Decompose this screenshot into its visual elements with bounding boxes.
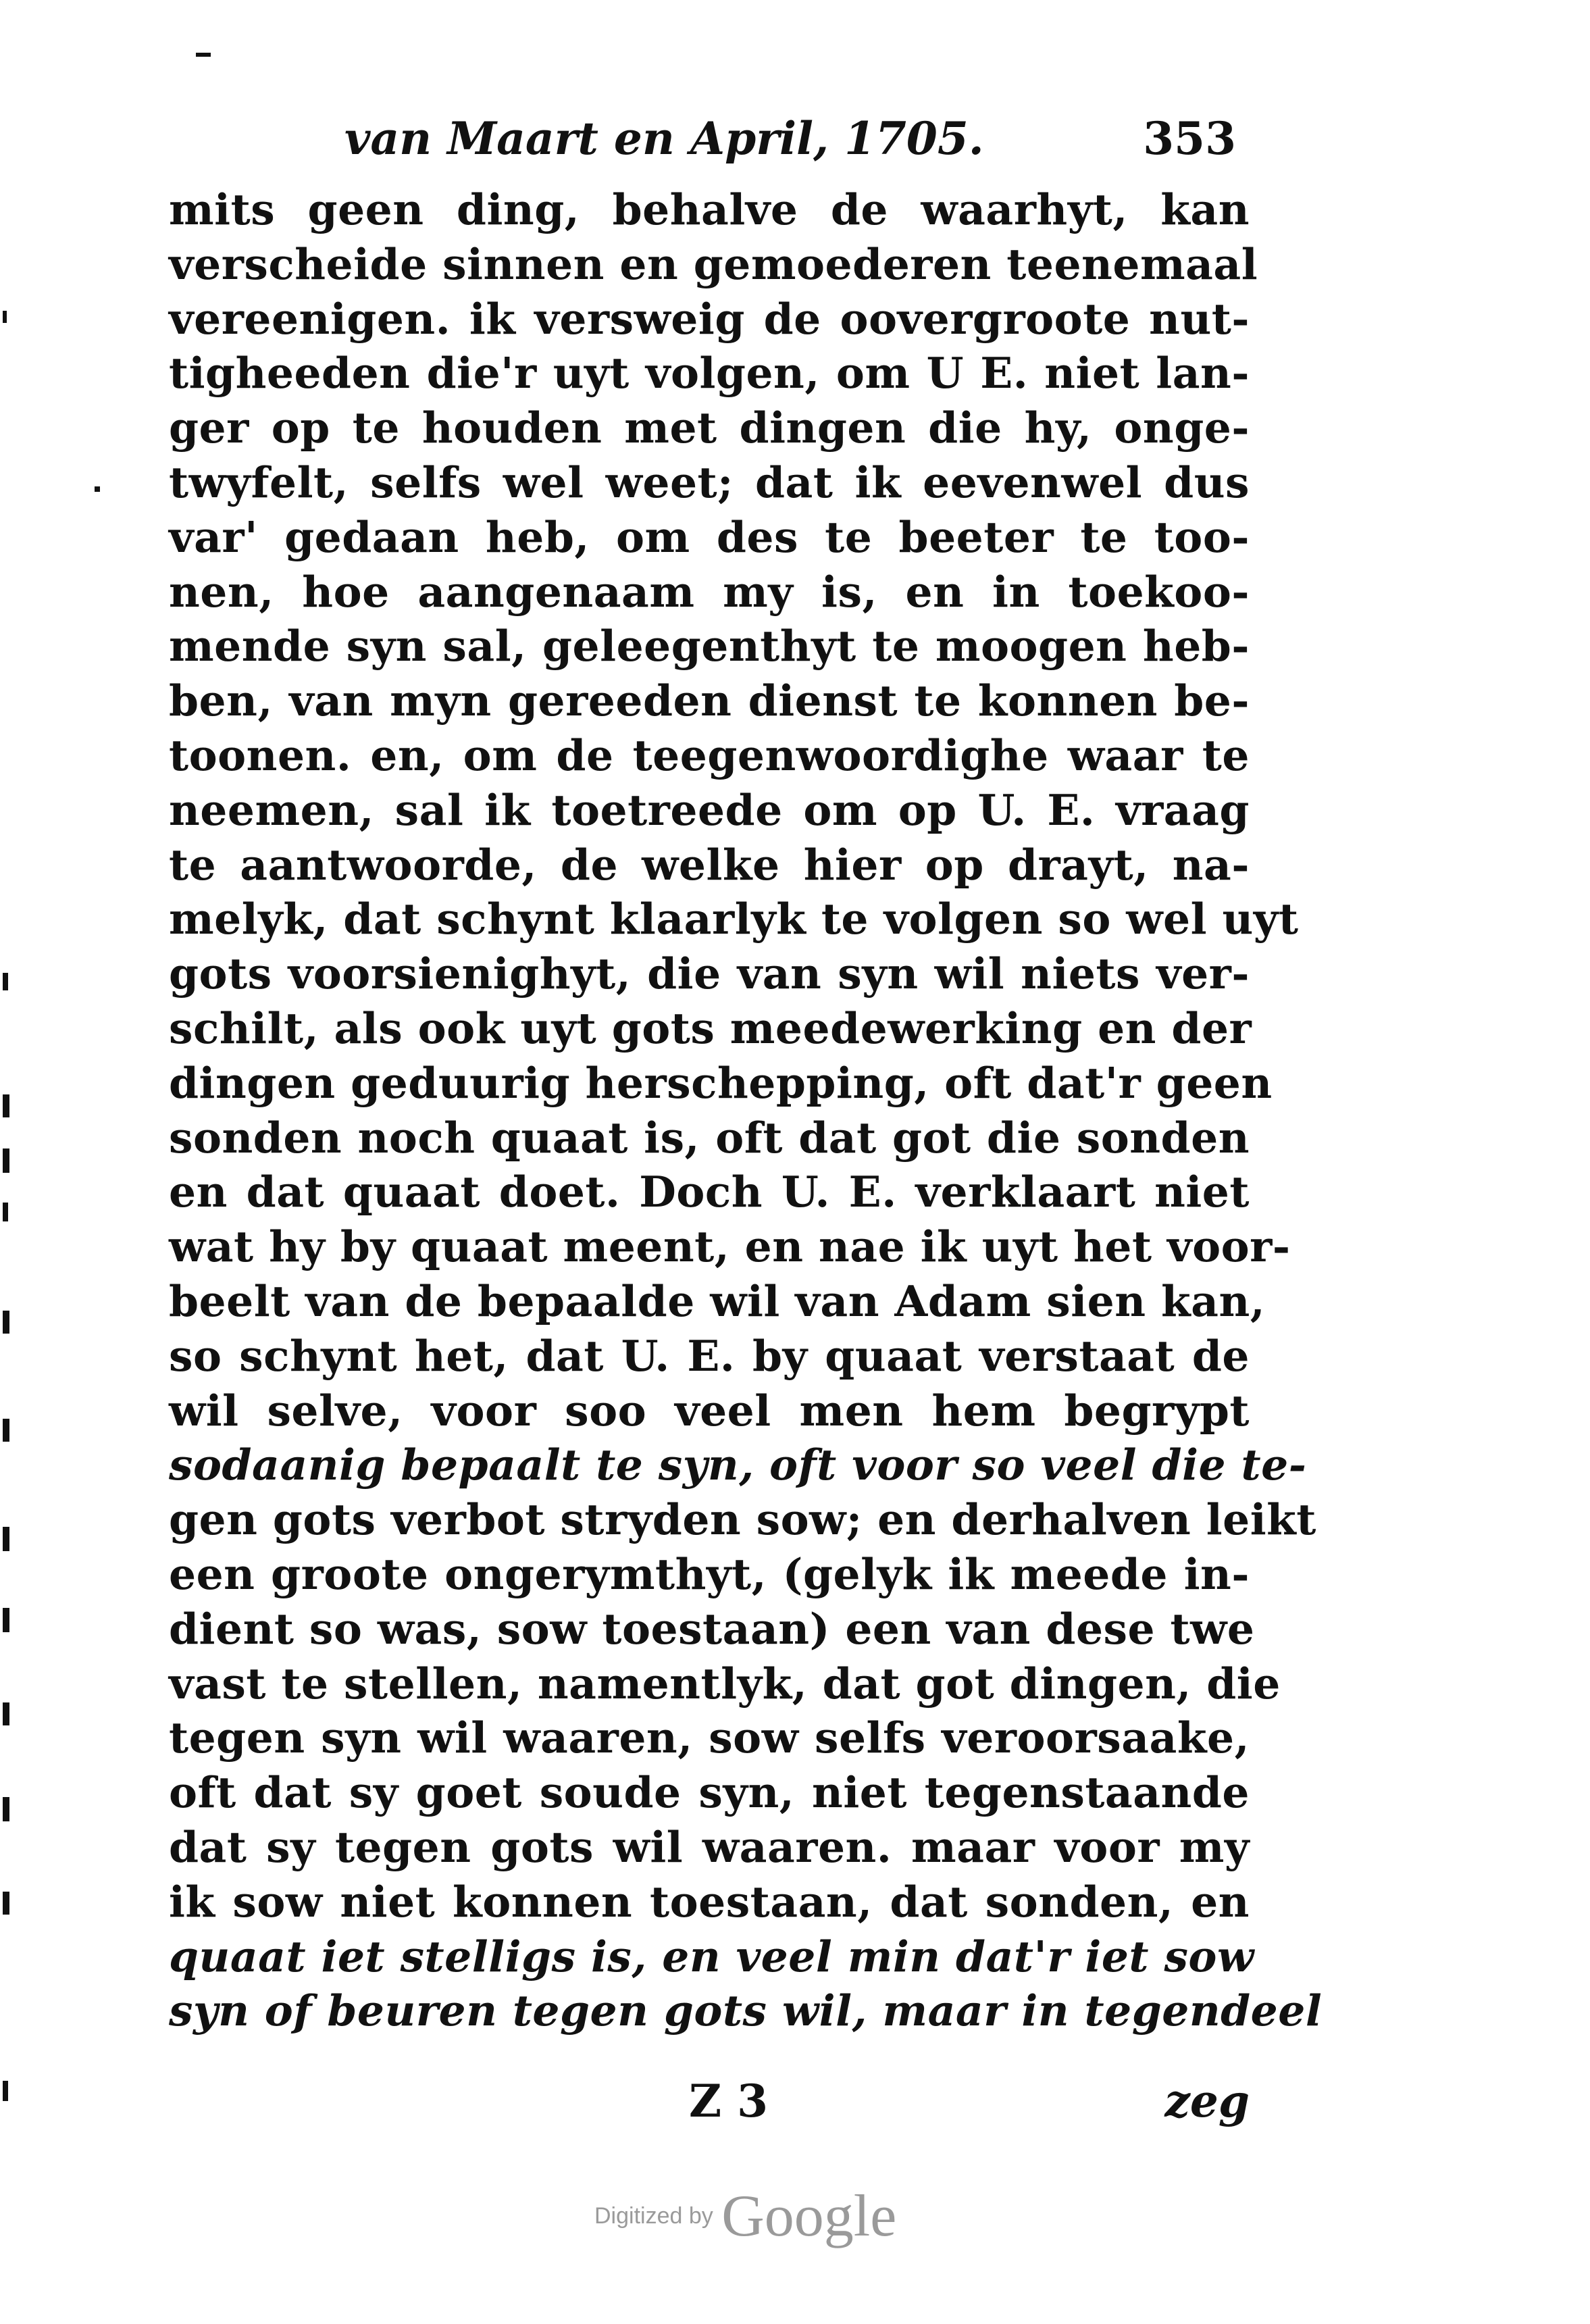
text-line: te aantwoorde, de welke hier op drayt, na- (169, 839, 1250, 890)
google-logo: Google (721, 2183, 897, 2249)
text-line: ben, van myn gereeden dienst te konnen be- (169, 676, 1250, 726)
text-line: mits geen ding, behalve de waarhyt, kan (169, 184, 1250, 234)
edge-speck (3, 1797, 9, 1821)
text-line: gots voorsienighyt, die van syn wil niets ver- (169, 949, 1250, 999)
text-line: tegen syn wil waaren, sow selfs veroorsaake, (169, 1713, 1250, 1763)
text-line: mende syn sal, geleegenthyt te moogen heb- (169, 621, 1250, 672)
text-line: sodaanig bepaalt te syn, oft voor so veel die te- (169, 1440, 1307, 1490)
text-line: dingen geduurig herschepping, oft dat'r geen (169, 1057, 1273, 1108)
edge-speck (3, 1148, 9, 1173)
edge-speck (3, 1892, 9, 1915)
edge-speck (3, 973, 8, 990)
text-line: var' gedaan heb, om des te beeter te too- (169, 511, 1250, 562)
page-number: 353 (1143, 112, 1236, 165)
text-line: tigheeden die'r uyt volgen, om U E. niet lan- (169, 348, 1250, 399)
text-line: toonen. en, om de teegenwoordighe waar te (169, 730, 1250, 780)
text-line: verscheide sinnen en gemoederen teenemaal (169, 238, 1258, 289)
edge-speck (3, 1203, 8, 1221)
text-line: vast te stellen, namentlyk, dat got dingen, die (169, 1658, 1281, 1709)
text-line: syn of beuren tegen gots wil, maar in tegendeel (169, 1986, 1323, 2036)
text-line: sonden noch quaat is, oft dat got die sonden (169, 1112, 1250, 1163)
page-footer (169, 2067, 1250, 2135)
text-line: gen gots verbot stryden sow; en derhalven leikt (169, 1494, 1316, 1545)
edge-speck (196, 53, 211, 57)
edge-speck (3, 1608, 9, 1632)
edge-speck (3, 1702, 9, 1725)
text-line: wil selve, voor soo veel men hem begrypt (169, 1385, 1250, 1436)
catchword: zeg (1164, 2075, 1250, 2127)
text-line: schilt, als ook uyt gots meedewerking en der (169, 1003, 1252, 1053)
text-line: vereenigen. ik versweig de oovergroote nut- (169, 293, 1250, 344)
digitized-watermark (594, 2182, 896, 2263)
text-line: wat hy by quaat meent, en nae ik uyt het voor- (169, 1221, 1291, 1272)
text-line: melyk, dat schynt klaarlyk te volgen so wel uyt (169, 894, 1299, 944)
running-head: van Maart en April, 1705. (344, 112, 984, 165)
text-line: oft dat sy goet soude syn, niet tegenstaande (169, 1767, 1250, 1818)
edge-speck (3, 1419, 9, 1442)
text-line: ger op te houden met dingen die hy, onge- (169, 403, 1250, 453)
text-line: neemen, sal ik toetreede om op U. E. vraag (169, 784, 1250, 835)
edge-speck (3, 1094, 9, 1117)
watermark-prefix: Digitized by (594, 2203, 713, 2229)
edge-speck (3, 1527, 9, 1551)
body-text (169, 182, 1323, 2038)
edge-speck (3, 1311, 9, 1334)
text-line: nen, hoe aangenaam my is, en in toekoo- (169, 566, 1250, 617)
text-line: ik sow niet konnen toestaan, dat sonden, en (169, 1876, 1250, 1927)
text-line: en dat quaat doet. Doch U. E. verklaart niet (169, 1167, 1250, 1217)
text-line: dient so was, sow toestaan) een van dese twe (169, 1603, 1255, 1654)
text-line: beelt van de bepaalde wil van Adam sien kan, (169, 1275, 1266, 1326)
text-line: een groote ongerymthyt, (gelyk ik meede in- (169, 1548, 1250, 1599)
text-line: so schynt het, dat U. E. by quaat verstaat de (169, 1330, 1250, 1381)
text-line: quaat iet stelligs is, en veel min dat'r iet sow (169, 1931, 1254, 1981)
text-line: dat sy tegen gots wil waaren. maar voor my (169, 1821, 1250, 1872)
page-header (263, 101, 1236, 176)
signature-mark: Z 3 (689, 2075, 769, 2127)
edge-speck (95, 486, 100, 492)
edge-speck (3, 2081, 8, 2101)
text-line: twyfelt, selfs wel weet; dat ik eevenwel dus (169, 457, 1250, 507)
edge-speck (3, 311, 7, 323)
